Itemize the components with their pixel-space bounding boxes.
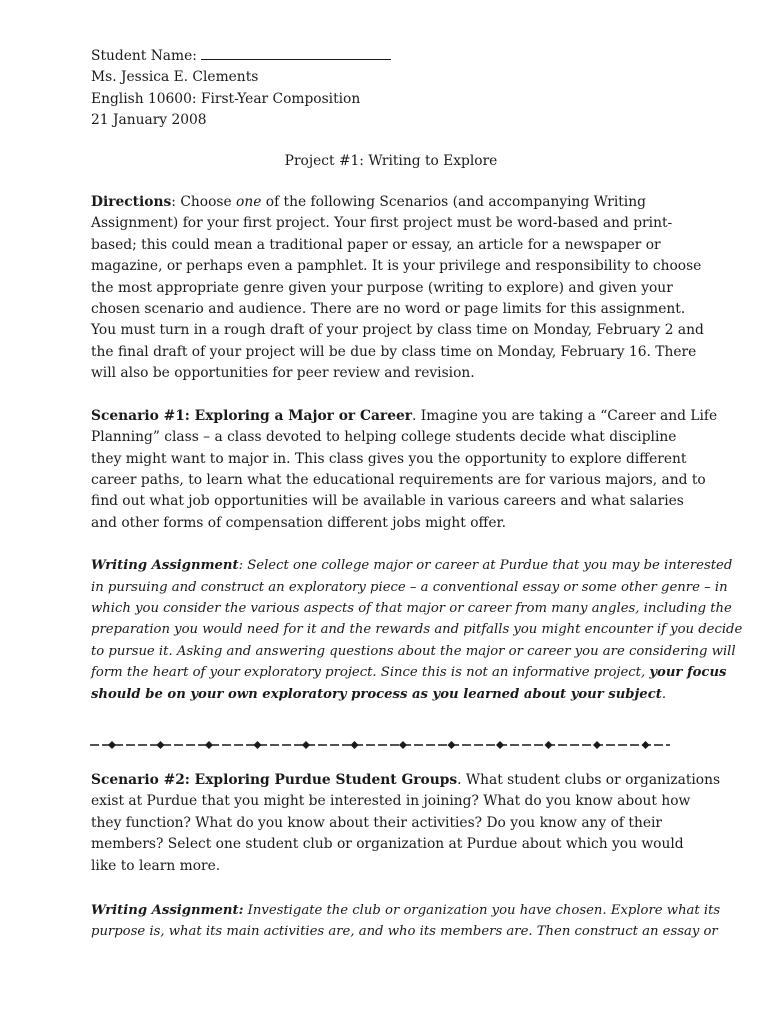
divider-diamond-icon	[108, 741, 116, 749]
divider-diamond-icon	[448, 741, 456, 749]
divider-diamond-icon	[205, 741, 213, 749]
scenario-2-heading: Scenario #2: Exploring Purdue Student Groups	[91, 772, 458, 788]
writing-assignment-1-label: Writing Assignment	[91, 558, 239, 574]
divider-diamond-icon	[399, 741, 407, 749]
decorative-divider	[90, 735, 672, 755]
document-header	[91, 44, 691, 132]
teacher-name: Ms. Jessica E. Clements	[91, 69, 259, 86]
divider-diamond-icon	[302, 741, 310, 749]
course-name: English 10600: First-Year Composition	[91, 90, 361, 107]
scenario-1-paragraph: Scenario #1: Exploring a Major or Career. Imagine you are taking a “Career and Life Planning” class – a class devoted to helping college students decide what discipline they might want to major in. This class gives you the opportunity to explore different career paths, to learn what the educational requirements are for various majors, and to find out what job opportunities will be available in various careers and what salaries and other forms of compensation different jobs might offer.	[91, 407, 718, 531]
document-page	[91, 44, 743, 725]
student-name-label: Student Name:	[91, 48, 197, 64]
writing-assignment-1: Writing Assignment: Select one college major or career at Purdue that you may be interested in pursuing and construct an exploratory piece – a conventional essay or some other genre – in which you consider the various aspects of that major or career from many angles, including the preparation you would need for it and the rewards and pitfalls you might encounter if you decide to pursue it. Asking and answering questions about the major or career you are considering will form the heart of your exploratory project. Since this is not an informative project, your focus should be on your own exploratory process as you learned about your subject.	[91, 558, 743, 702]
divider-diamond-icon	[351, 741, 359, 749]
student-name-line	[91, 44, 691, 67]
writing-assignment-2: Writing Assignment: Investigate the club or organization you have chosen. Explore what its purpose is, what its main activities are, and who its members are. Then construct an essay or	[91, 903, 721, 940]
directions-paragraph: Directions: Choose one of the following Scenarios (and accompanying Writing Assignment) for your first project. Your first project must be word-based and print- based; this could mean a traditional paper or essay, an article for a newspaper or magazine, or perhaps even a pamphlet. It is your privilege and responsibility to choose the most appropriate genre given your purpose (writing to explore) and given your chosen scenario and audience. There are no word or page limits for this assignment. You must turn in a rough draft of your project by class time on Monday, February 2 and the final draft of your project will be due by class time on Monday, February 16. There will also be opportunities for peer review and revision.	[91, 194, 704, 382]
page-title: Project #1: Writing to Explore	[284, 152, 498, 169]
divider-diamond-icon	[157, 741, 165, 749]
document-date: 21 January 2008	[91, 112, 207, 129]
directions-label: Directions	[91, 194, 172, 211]
divider-graphic	[90, 735, 672, 755]
scenario-2-paragraph: Scenario #2: Exploring Purdue Student Groups. What student clubs or organizations exist at Purdue that you might be interested in joining? What do you know about how they function? What do you know about their activities? Do you know any of their members? Select one student club or organization at Purdue about which you would like to learn more.	[91, 772, 721, 874]
scenario-1-heading: Scenario #1: Exploring a Major or Career	[91, 407, 413, 424]
student-name-blank	[201, 44, 391, 60]
divider-diamond-icon	[496, 741, 504, 749]
divider-diamond-icon	[545, 741, 553, 749]
divider-diamond-icon	[593, 741, 601, 749]
divider-diamond-icon	[642, 741, 650, 749]
divider-diamond-icon	[254, 741, 262, 749]
writing-assignment-2-label: Writing Assignment:	[91, 903, 244, 918]
